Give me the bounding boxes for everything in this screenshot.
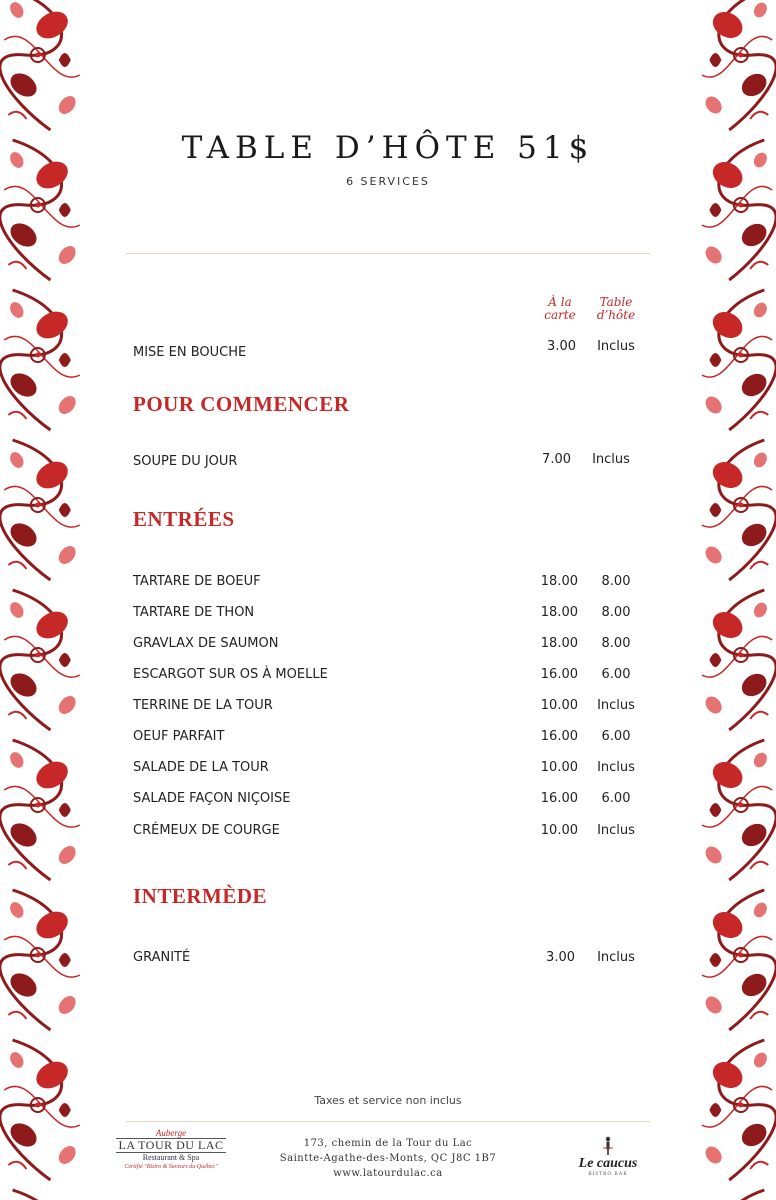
- menu-item-price: 10.00: [540, 760, 578, 775]
- menu-item-tdh-price: 8.00: [601, 574, 631, 589]
- section-heading-intermede: INTERMÈDE: [133, 884, 268, 908]
- menu-item-name: GRANITÉ: [133, 950, 191, 965]
- floral-ornament-icon: [0, 740, 80, 880]
- floral-ornament-icon: [702, 890, 776, 1030]
- header-divider: [126, 253, 650, 254]
- menu-item-name: SALADE FAÇON NIÇOISE: [133, 791, 291, 806]
- figure-icon: [601, 1136, 615, 1156]
- column-heading-a-la-carte-line2: carte: [544, 308, 576, 322]
- menu-item-price: 3.00: [547, 339, 576, 354]
- auberge-logo-line4: Certifié "Bistro & Saveurs du Québec": [124, 1164, 218, 1170]
- le-caucus-logo: [560, 1136, 656, 1184]
- section-heading-pour-commencer: POUR COMMENCER: [133, 392, 350, 416]
- menu-item-price: 18.00: [540, 636, 578, 651]
- menu-item-tdh-price: Inclus: [597, 339, 635, 354]
- menu-item-name: ESCARGOT SUR OS À MOELLE: [133, 667, 328, 682]
- menu-item-name: SOUPE DU JOUR: [133, 454, 238, 469]
- floral-ornament-icon: [0, 1190, 80, 1200]
- menu-item-price: 3.00: [546, 950, 575, 965]
- menu-item-price: 16.00: [540, 791, 578, 806]
- menu-item-price: 16.00: [540, 729, 578, 744]
- address-block: [260, 1136, 516, 1181]
- menu-item-tdh-price: 6.00: [601, 729, 631, 744]
- menu-item-name: GRAVLAX DE SAUMON: [133, 636, 279, 651]
- menu-item-tdh-price: Inclus: [597, 760, 635, 775]
- menu-item-tdh-price: Inclus: [597, 823, 635, 838]
- menu-item-tdh-price: 8.00: [601, 636, 631, 651]
- menu-item-tdh-price: Inclus: [597, 950, 635, 965]
- le-caucus-logo-name: Le caucus: [578, 1156, 638, 1171]
- floral-ornament-icon: [0, 1040, 80, 1180]
- taxes-note: Taxes et service non inclus: [314, 1094, 462, 1107]
- menu-item-name: CRÉMEUX DE COURGE: [133, 823, 280, 838]
- menu-item-tdh-price: Inclus: [592, 452, 630, 467]
- auberge-logo: [116, 1128, 226, 1171]
- menu-item-tdh-price: 6.00: [601, 791, 631, 806]
- floral-ornament-icon: [702, 440, 776, 580]
- menu-item-price: 18.00: [540, 605, 578, 620]
- menu-item-name: TERRINE DE LA TOUR: [133, 698, 273, 713]
- floral-ornament-icon: [702, 1190, 776, 1200]
- floral-ornament-icon: [0, 290, 80, 430]
- section-heading-entrees: ENTRÉES: [133, 507, 235, 531]
- floral-ornament-icon: [702, 290, 776, 430]
- floral-ornament-icon: [0, 440, 80, 580]
- address-line-city: Saintte-Agathe-des-Monts, QC J8C 1B7: [279, 1153, 497, 1164]
- menu-item-price: 10.00: [540, 823, 578, 838]
- menu-item-name: OEUF PARFAIT: [133, 729, 225, 744]
- menu-item-name: SALADE DE LA TOUR: [133, 760, 269, 775]
- floral-ornament-icon: [0, 590, 80, 730]
- address-line-street: 173, chemin de la Tour du Lac: [303, 1138, 473, 1149]
- column-heading-table-dhote-line2: d’hôte: [596, 308, 636, 322]
- column-heading-table-dhote: [586, 296, 646, 322]
- website-link[interactable]: www.latourdulac.ca: [333, 1168, 443, 1179]
- floral-ornament-icon: [0, 0, 80, 130]
- column-heading-a-la-carte: [530, 296, 590, 322]
- menu-item-name: TARTARE DE THON: [133, 605, 255, 620]
- menu-item-price: 16.00: [540, 667, 578, 682]
- le-caucus-logo-sub: BISTRO BAR: [588, 1172, 628, 1177]
- menu-item-price: 10.00: [540, 698, 578, 713]
- floral-ornament-icon: [0, 890, 80, 1030]
- floral-ornament-icon: [702, 0, 776, 130]
- menu-item-price: 18.00: [540, 574, 578, 589]
- auberge-logo-line1: Auberge: [155, 1128, 187, 1138]
- menu-item-tdh-price: 6.00: [601, 667, 631, 682]
- floral-ornament-icon: [702, 590, 776, 730]
- column-heading-a-la-carte-line1: À la: [548, 295, 572, 309]
- footer-divider: [126, 1121, 650, 1122]
- page-title: TABLE D’HÔTE 51$: [181, 130, 595, 166]
- menu-item-name: TARTARE DE BOEUF: [133, 574, 261, 589]
- floral-ornament-icon: [702, 1040, 776, 1180]
- menu-item-price: 7.00: [542, 452, 571, 467]
- menu-item-tdh-price: 8.00: [601, 605, 631, 620]
- page-subtitle: 6 SERVICES: [346, 175, 430, 188]
- column-heading-table-dhote-line1: Table: [599, 295, 633, 309]
- auberge-logo-line2: LA TOUR DU LAC: [116, 1138, 226, 1153]
- auberge-logo-line3: Restaurant & Spa: [142, 1153, 200, 1162]
- floral-ornament-icon: [702, 740, 776, 880]
- menu-item-tdh-price: Inclus: [597, 698, 635, 713]
- menu-item-name: MISE EN BOUCHE: [133, 345, 247, 360]
